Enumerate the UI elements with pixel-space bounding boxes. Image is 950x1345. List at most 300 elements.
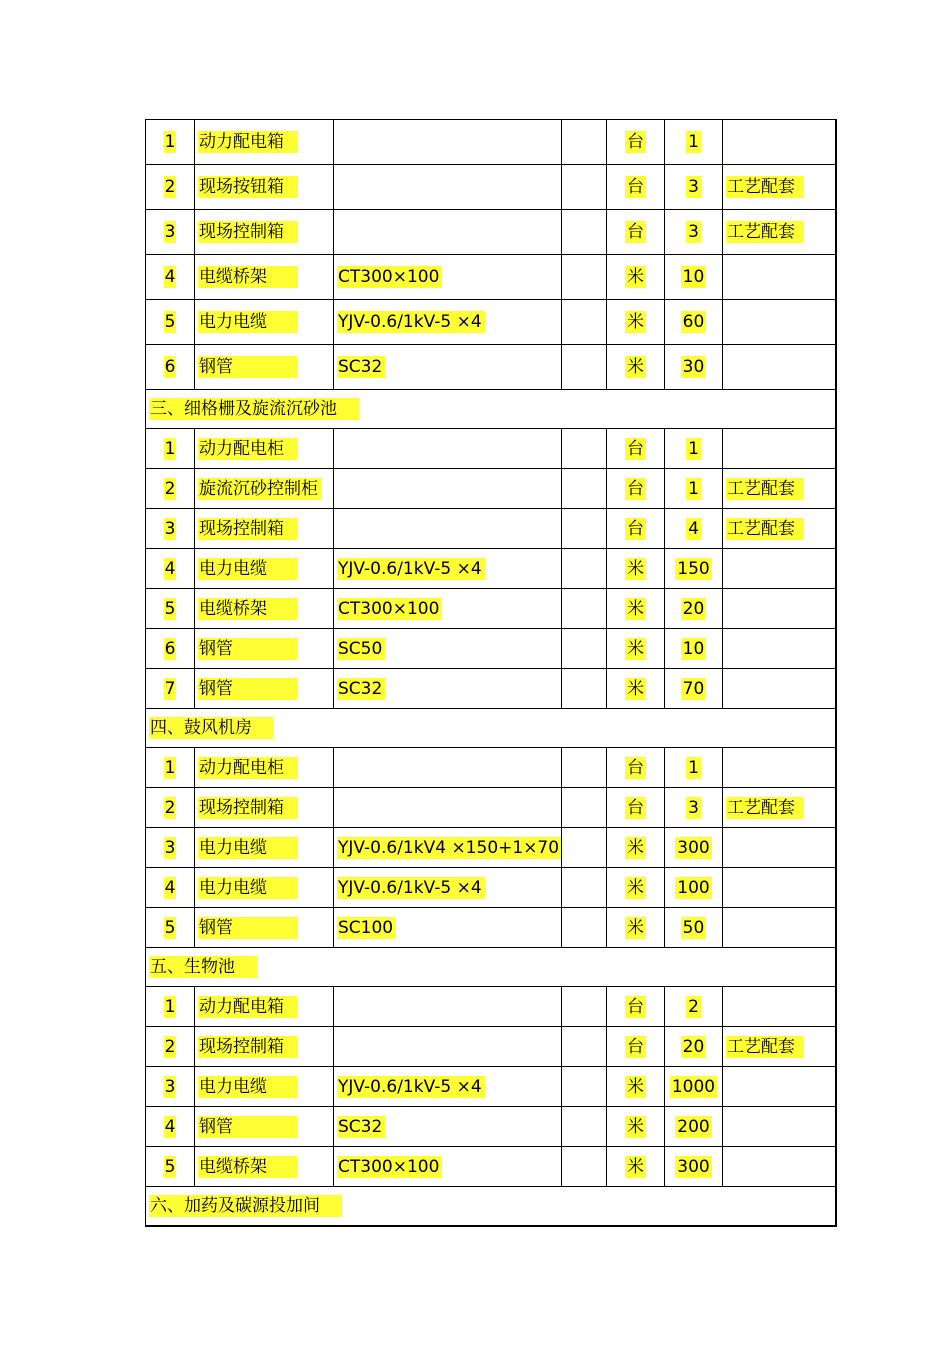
item-name-cell <box>195 120 334 165</box>
table-row <box>146 345 836 390</box>
item-note-cell <box>723 549 836 589</box>
item-spec-cell <box>334 255 562 300</box>
item-quantity: 300 <box>677 837 710 858</box>
item-note-cell <box>723 868 836 908</box>
table-row <box>146 1027 836 1067</box>
table-row <box>146 300 836 345</box>
item-name-cell <box>195 509 334 549</box>
item-model-cell <box>562 1147 607 1187</box>
item-quantity-cell <box>665 509 723 549</box>
item-number: 4 <box>164 267 176 287</box>
item-model-cell <box>562 469 607 509</box>
item-unit: 台 <box>627 757 644 778</box>
item-spec: SC32 <box>337 678 385 700</box>
item-spec-cell <box>334 788 562 828</box>
item-unit: 台 <box>627 518 644 539</box>
item-note-cell <box>723 1067 836 1107</box>
item-spec: SC32 <box>337 1116 385 1138</box>
section-header-row <box>146 709 836 748</box>
item-quantity: 3 <box>688 797 699 818</box>
item-note-cell <box>723 429 836 469</box>
item-unit: 台 <box>627 478 644 499</box>
item-spec-cell <box>334 120 562 165</box>
item-quantity-cell <box>665 629 723 669</box>
item-note: 工艺配套 <box>726 478 804 500</box>
item-note-cell <box>723 120 836 165</box>
item-unit-cell <box>607 828 665 868</box>
item-number-cell <box>146 868 195 908</box>
table-row <box>146 165 836 210</box>
item-unit: 台 <box>627 222 644 242</box>
item-unit-cell <box>607 1067 665 1107</box>
item-model-cell <box>562 908 607 948</box>
item-name: 电缆桥架 <box>198 1156 298 1178</box>
item-unit: 米 <box>627 558 644 579</box>
item-number-cell <box>146 345 195 390</box>
item-number-cell <box>146 165 195 210</box>
item-unit: 米 <box>627 837 644 858</box>
item-spec-cell <box>334 429 562 469</box>
item-spec-cell <box>334 210 562 255</box>
item-unit: 米 <box>627 1156 644 1177</box>
item-note-cell <box>723 509 836 549</box>
item-note-cell <box>723 987 836 1027</box>
item-name-cell <box>195 210 334 255</box>
table-row <box>146 549 836 589</box>
item-name: 动力配电箱 <box>198 996 298 1018</box>
item-note-cell <box>723 629 836 669</box>
item-spec-cell <box>334 549 562 589</box>
item-quantity: 10 <box>682 638 705 659</box>
item-name: 电力电缆 <box>198 1076 298 1098</box>
item-quantity: 3 <box>688 222 699 242</box>
section-title-cell <box>146 948 836 987</box>
item-spec-cell <box>334 748 562 788</box>
item-number: 3 <box>164 837 176 858</box>
table-row <box>146 629 836 669</box>
table-row <box>146 1067 836 1107</box>
item-number-cell <box>146 908 195 948</box>
item-quantity-cell <box>665 987 723 1027</box>
item-unit: 米 <box>627 1116 644 1137</box>
item-model-cell <box>562 629 607 669</box>
item-unit: 米 <box>627 638 644 659</box>
item-unit: 米 <box>627 312 644 332</box>
item-unit-cell <box>607 629 665 669</box>
item-unit: 台 <box>627 438 644 459</box>
item-quantity: 10 <box>682 267 705 287</box>
item-name: 钢管 <box>198 678 298 700</box>
item-name-cell <box>195 469 334 509</box>
item-quantity-cell <box>665 669 723 709</box>
item-model-cell <box>562 1067 607 1107</box>
item-spec-cell <box>334 828 562 868</box>
item-spec-cell <box>334 165 562 210</box>
item-number-cell <box>146 589 195 629</box>
item-name: 钢管 <box>198 1116 298 1138</box>
item-number-cell <box>146 987 195 1027</box>
item-name: 现场按钮箱 <box>198 176 298 198</box>
item-unit: 台 <box>627 797 644 818</box>
section-header-row <box>146 948 836 987</box>
item-name-cell <box>195 1027 334 1067</box>
item-number: 2 <box>164 478 176 499</box>
item-number: 7 <box>164 678 176 699</box>
item-name: 钢管 <box>198 356 298 378</box>
table-row <box>146 469 836 509</box>
item-unit-cell <box>607 429 665 469</box>
item-spec: YJV-0.6/1kV4 ×150+1×70 <box>337 837 562 859</box>
item-unit-cell <box>607 345 665 390</box>
section-header-row <box>146 390 836 429</box>
item-model-cell <box>562 589 607 629</box>
item-name-cell <box>195 748 334 788</box>
item-note-cell <box>723 1147 836 1187</box>
item-quantity-cell <box>665 469 723 509</box>
item-quantity-cell <box>665 1107 723 1147</box>
item-name: 电力电缆 <box>198 311 298 333</box>
table-row <box>146 987 836 1027</box>
item-number: 1 <box>164 996 176 1017</box>
item-number-cell <box>146 669 195 709</box>
item-spec: YJV-0.6/1kV-5 ×4 <box>337 311 485 333</box>
item-quantity-cell <box>665 429 723 469</box>
section-header-row <box>146 1187 836 1227</box>
item-model-cell <box>562 549 607 589</box>
item-number-cell <box>146 788 195 828</box>
section-title-cell <box>146 1187 836 1227</box>
item-note-cell <box>723 255 836 300</box>
item-name: 电力电缆 <box>198 558 298 580</box>
item-quantity: 20 <box>682 1036 705 1057</box>
item-quantity: 20 <box>682 598 705 619</box>
item-note-cell <box>723 828 836 868</box>
item-number: 2 <box>164 797 176 818</box>
item-unit-cell <box>607 165 665 210</box>
item-spec: CT300×100 <box>337 266 442 288</box>
item-quantity: 300 <box>677 1156 710 1177</box>
section-title: 四、鼓风机房 <box>149 717 274 739</box>
item-name: 电缆桥架 <box>198 266 298 288</box>
item-quantity: 1 <box>688 478 699 499</box>
item-quantity: 200 <box>677 1116 710 1137</box>
item-unit: 米 <box>627 877 644 898</box>
item-quantity-cell <box>665 828 723 868</box>
item-number-cell <box>146 629 195 669</box>
item-number-cell <box>146 469 195 509</box>
item-number: 4 <box>164 558 176 579</box>
item-spec: YJV-0.6/1kV-5 ×4 <box>337 558 485 580</box>
table-row <box>146 868 836 908</box>
item-spec: SC50 <box>337 638 385 660</box>
item-model-cell <box>562 210 607 255</box>
item-model-cell <box>562 828 607 868</box>
item-quantity: 100 <box>677 877 710 898</box>
item-number-cell <box>146 255 195 300</box>
table-row <box>146 509 836 549</box>
table-row <box>146 1107 836 1147</box>
item-quantity: 1 <box>688 757 699 778</box>
item-model-cell <box>562 868 607 908</box>
item-unit: 米 <box>627 357 644 377</box>
table-row <box>146 828 836 868</box>
item-note: 工艺配套 <box>726 797 804 819</box>
item-unit: 米 <box>627 678 644 699</box>
section-title-cell <box>146 709 836 748</box>
item-number: 5 <box>164 598 176 619</box>
item-quantity-cell <box>665 788 723 828</box>
item-quantity-cell <box>665 868 723 908</box>
item-note-cell <box>723 589 836 629</box>
item-unit-cell <box>607 788 665 828</box>
item-note-cell <box>723 1027 836 1067</box>
table-row <box>146 210 836 255</box>
item-spec: SC32 <box>337 356 385 378</box>
section-title-cell <box>146 390 836 429</box>
item-unit: 米 <box>627 917 644 938</box>
item-spec-cell <box>334 1107 562 1147</box>
item-quantity-cell <box>665 589 723 629</box>
item-note-cell <box>723 669 836 709</box>
item-unit-cell <box>607 255 665 300</box>
item-unit-cell <box>607 1107 665 1147</box>
item-number-cell <box>146 1027 195 1067</box>
item-name-cell <box>195 828 334 868</box>
item-number: 1 <box>164 132 176 152</box>
item-number: 3 <box>164 518 176 539</box>
item-name-cell <box>195 788 334 828</box>
item-note-cell <box>723 165 836 210</box>
item-unit-cell <box>607 300 665 345</box>
item-number: 5 <box>164 1156 176 1177</box>
item-note: 工艺配套 <box>726 518 804 540</box>
table-body <box>146 120 836 1227</box>
item-model-cell <box>562 120 607 165</box>
item-name-cell <box>195 589 334 629</box>
item-name: 现场控制箱 <box>198 797 298 819</box>
item-number: 4 <box>164 877 176 898</box>
item-spec-cell <box>334 1067 562 1107</box>
item-name: 电力电缆 <box>198 877 298 899</box>
item-spec: YJV-0.6/1kV-5 ×4 <box>337 1076 485 1098</box>
item-spec-cell <box>334 509 562 549</box>
item-quantity-cell <box>665 345 723 390</box>
item-name-cell <box>195 549 334 589</box>
item-unit-cell <box>607 908 665 948</box>
item-unit: 台 <box>627 996 644 1017</box>
table-row <box>146 589 836 629</box>
item-model-cell <box>562 987 607 1027</box>
item-spec-cell <box>334 469 562 509</box>
section-title: 五、生物池 <box>149 956 257 978</box>
item-unit-cell <box>607 1147 665 1187</box>
item-unit: 台 <box>627 1036 644 1057</box>
item-note-cell <box>723 345 836 390</box>
table-row <box>146 748 836 788</box>
item-quantity-cell <box>665 1067 723 1107</box>
item-number-cell <box>146 429 195 469</box>
item-number-cell <box>146 120 195 165</box>
item-name-cell <box>195 345 334 390</box>
item-spec-cell <box>334 908 562 948</box>
item-spec-cell <box>334 669 562 709</box>
item-unit-cell <box>607 748 665 788</box>
item-number-cell <box>146 1107 195 1147</box>
item-note-cell <box>723 210 836 255</box>
table-row <box>146 255 836 300</box>
item-name-cell <box>195 1067 334 1107</box>
item-model-cell <box>562 509 607 549</box>
item-name: 钢管 <box>198 638 298 660</box>
item-unit-cell <box>607 987 665 1027</box>
item-spec-cell <box>334 987 562 1027</box>
item-number: 6 <box>164 638 176 659</box>
item-name-cell <box>195 868 334 908</box>
item-note: 工艺配套 <box>726 221 804 243</box>
item-model-cell <box>562 429 607 469</box>
item-number: 3 <box>164 222 176 242</box>
item-spec-cell <box>334 300 562 345</box>
item-spec-cell <box>334 868 562 908</box>
item-unit-cell <box>607 669 665 709</box>
item-quantity-cell <box>665 1147 723 1187</box>
item-unit-cell <box>607 1027 665 1067</box>
item-model-cell <box>562 748 607 788</box>
item-quantity-cell <box>665 120 723 165</box>
item-number-cell <box>146 828 195 868</box>
item-name: 动力配电箱 <box>198 131 298 153</box>
item-note-cell <box>723 788 836 828</box>
item-spec: CT300×100 <box>337 1156 442 1178</box>
item-quantity-cell <box>665 748 723 788</box>
item-number-cell <box>146 300 195 345</box>
item-number-cell <box>146 549 195 589</box>
item-spec-cell <box>334 1147 562 1187</box>
item-name: 钢管 <box>198 917 298 939</box>
item-note-cell <box>723 908 836 948</box>
item-name: 旋流沉砂控制柜 <box>198 478 321 500</box>
item-spec: YJV-0.6/1kV-5 ×4 <box>337 877 485 899</box>
item-number: 5 <box>164 917 176 938</box>
table-row <box>146 120 836 165</box>
item-quantity: 30 <box>682 357 705 377</box>
item-quantity: 70 <box>682 678 705 699</box>
item-name: 现场控制箱 <box>198 1036 298 1058</box>
item-number: 2 <box>164 1036 176 1057</box>
item-number: 1 <box>164 757 176 778</box>
item-name: 动力配电柜 <box>198 438 298 460</box>
item-model-cell <box>562 1027 607 1067</box>
item-note: 工艺配套 <box>726 1036 804 1058</box>
item-name-cell <box>195 255 334 300</box>
item-quantity: 150 <box>677 558 710 579</box>
item-quantity: 3 <box>688 177 699 197</box>
item-number-cell <box>146 509 195 549</box>
item-name: 现场控制箱 <box>198 518 298 540</box>
item-spec: SC100 <box>337 917 396 939</box>
item-quantity: 1 <box>688 438 699 459</box>
item-number-cell <box>146 748 195 788</box>
section-title: 三、细格栅及旋流沉砂池 <box>149 398 359 420</box>
item-model-cell <box>562 1107 607 1147</box>
item-name: 动力配电柜 <box>198 757 298 779</box>
item-quantity: 60 <box>682 312 705 332</box>
item-number: 3 <box>164 1076 176 1097</box>
item-name-cell <box>195 1107 334 1147</box>
item-unit-cell <box>607 120 665 165</box>
item-number-cell <box>146 1067 195 1107</box>
item-note-cell <box>723 469 836 509</box>
item-name: 现场控制箱 <box>198 221 298 243</box>
item-model-cell <box>562 669 607 709</box>
item-number: 5 <box>164 312 176 332</box>
item-number: 4 <box>164 1116 176 1137</box>
item-unit: 台 <box>627 132 644 152</box>
item-number-cell <box>146 1147 195 1187</box>
item-number-cell <box>146 210 195 255</box>
item-number: 1 <box>164 438 176 459</box>
item-name: 电缆桥架 <box>198 598 298 620</box>
item-model-cell <box>562 165 607 210</box>
item-note-cell <box>723 1107 836 1147</box>
item-unit-cell <box>607 549 665 589</box>
item-name-cell <box>195 987 334 1027</box>
item-unit: 米 <box>627 598 644 619</box>
item-quantity: 1000 <box>671 1076 716 1097</box>
item-unit: 米 <box>627 1076 644 1097</box>
item-quantity: 2 <box>688 996 699 1017</box>
item-quantity-cell <box>665 255 723 300</box>
item-unit: 米 <box>627 267 644 287</box>
item-number: 2 <box>164 177 176 197</box>
section-title: 六、加药及碳源投加间 <box>149 1195 342 1217</box>
item-quantity-cell <box>665 549 723 589</box>
item-name-cell <box>195 165 334 210</box>
item-spec-cell <box>334 345 562 390</box>
item-spec-cell <box>334 1027 562 1067</box>
item-name-cell <box>195 908 334 948</box>
item-quantity: 50 <box>682 917 705 938</box>
item-quantity: 4 <box>688 518 699 539</box>
item-unit: 台 <box>627 177 644 197</box>
item-unit-cell <box>607 509 665 549</box>
item-quantity-cell <box>665 300 723 345</box>
item-name: 电力电缆 <box>198 837 298 859</box>
item-spec-cell <box>334 629 562 669</box>
item-unit-cell <box>607 868 665 908</box>
item-unit-cell <box>607 589 665 629</box>
table-row <box>146 908 836 948</box>
item-model-cell <box>562 345 607 390</box>
item-quantity-cell <box>665 165 723 210</box>
item-name-cell <box>195 1147 334 1187</box>
table-row <box>146 669 836 709</box>
item-note: 工艺配套 <box>726 176 804 198</box>
item-model-cell <box>562 300 607 345</box>
item-unit-cell <box>607 210 665 255</box>
item-name-cell <box>195 429 334 469</box>
item-name-cell <box>195 300 334 345</box>
item-spec-cell <box>334 589 562 629</box>
equipment-table <box>145 119 837 1227</box>
item-quantity: 1 <box>688 132 699 152</box>
item-number: 6 <box>164 357 176 377</box>
item-spec: CT300×100 <box>337 598 442 620</box>
item-model-cell <box>562 788 607 828</box>
item-note-cell <box>723 300 836 345</box>
item-quantity-cell <box>665 908 723 948</box>
table-row <box>146 1147 836 1187</box>
